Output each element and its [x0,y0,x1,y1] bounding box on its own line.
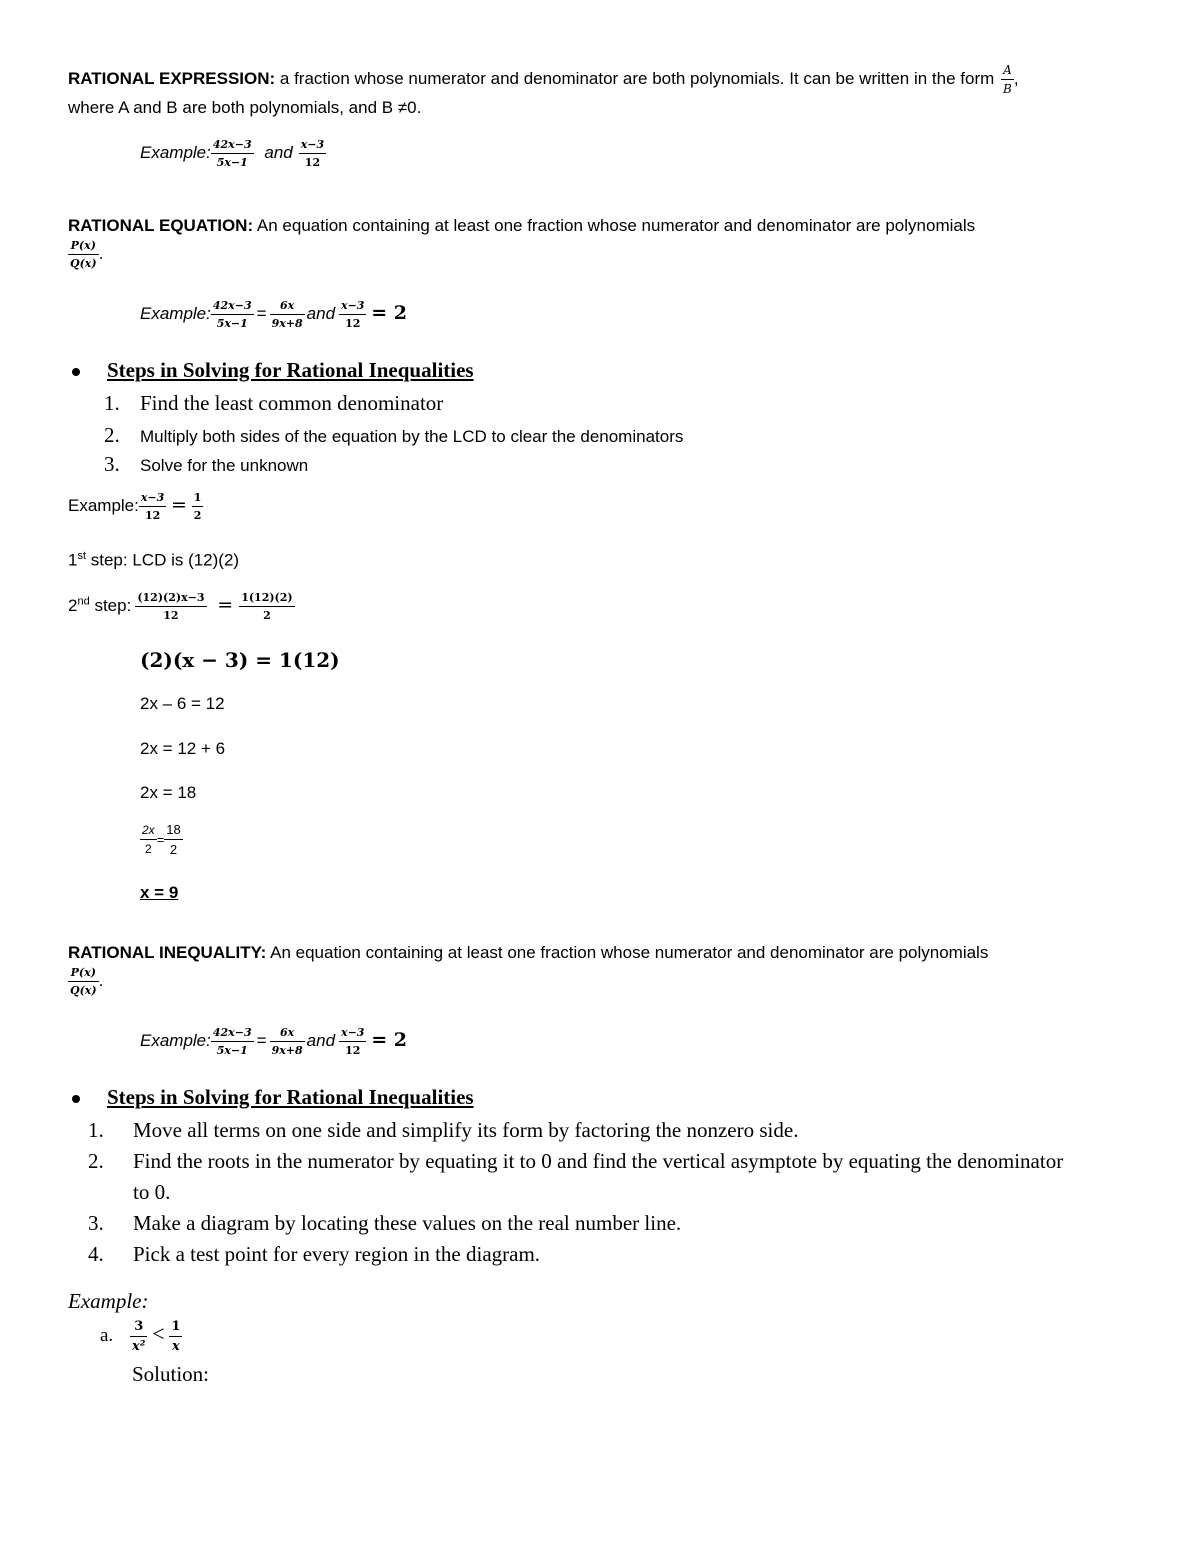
worked-line-e: $\frac{2x}{2}$ = $\frac{18}{2}$ [142,822,181,857]
fraction: $\frac{42x-3}{5x-1}$ [212,1026,252,1057]
steps1-item-3: 3. Solve for the unknown [104,452,309,476]
fraction-p-over-q: $\frac{P(x)}{Q(x)}$ [70,966,97,997]
term-rational-expression: RATIONAL EXPRESSION: [68,68,276,88]
rational-expression-definition: RATIONAL EXPRESSION: a fraction whose numerator and denominator are both polynomials. It can be written in the form $\frac{A}{B}$ , [68,63,1019,96]
worked-step2: 2nd step: $\frac{(12)(2)x-3}{12}$ = $\frac{1(12)(2)}{2}$ [68,591,293,622]
worked-answer: x = 9 [140,883,179,902]
rational-expression-line2: where A and B are both polynomials, and B ≠0. [68,98,422,117]
fraction: $\frac{42x-3}{5x-1}$ [212,299,252,330]
fraction: $\frac{2x}{2}$ [142,823,155,856]
rational-inequality-example: Example: $\frac{42x-3}{5x-1}$ = $\frac{6x}{9x+8}$ and $\frac{x-3}{12}$ = 2 [140,1026,407,1057]
fraction: $\frac{6x}{9x+8}$ [271,1026,303,1057]
steps2-heading: Steps in Solving for Rational Inequalities [72,1085,474,1110]
bullet-icon [72,368,80,376]
worked-step1: 1st step: LCD is (12)(2) [68,550,240,570]
worked-line-b: 2x – 6 = 12 [140,694,225,713]
steps1-heading: Steps in Solving for Rational Inequalities [72,358,474,383]
rational-equation-pq: $\frac{P(x)}{Q(x)}$ . [70,239,104,270]
steps2-item-1: 1. Move all terms on one side and simplify its form by factoring the nonzero side. [88,1118,799,1142]
term-rational-inequality: RATIONAL INEQUALITY: [68,943,267,962]
steps2-item-2: 2. Find the roots in the numerator by equating it to 0 and find the vertical asymptote by equating the denominator [88,1149,1064,1173]
steps2-item-2-cont: to 0. [133,1180,171,1204]
worked-line-c: 2x = 12 + 6 [140,739,226,758]
steps1-item-2: 2. Multiply both sides of the equation by the LCD to clear the denominators [104,423,684,447]
final-solution-label: Solution: [132,1362,210,1386]
steps2-item-4: 4. Pick a test point for every region in the diagram. [88,1242,541,1266]
fraction: $\frac{1}{x}$ [171,1319,181,1354]
worked-line-a: (2)(x − 3) = 1(12) [140,648,340,672]
fraction-p-over-q: $\frac{P(x)}{Q(x)}$ [70,239,97,270]
fraction: $\frac{3}{\text{x²}}$ [132,1319,146,1354]
fraction: $\frac{6x}{9x+8}$ [271,299,303,330]
worked-example: Example: $\frac{x-3}{12}$ = $\frac{1}{2}$ [68,491,202,522]
rational-expression-example: Example: $\frac{42x-3}{5x-1}$ and $\frac{x-3}{12}$ [140,138,325,169]
steps2-item-3: 3. Make a diagram by locating these values on the real number line. [88,1211,682,1235]
fraction: $\frac{(12)(2)x-3}{12}$ [137,591,205,622]
rational-equation-example: Example: $\frac{42x-3}{5x-1}$ = $\frac{6x}{9x+8}$ and $\frac{x-3}{12}$ = 2 [140,299,407,330]
fraction: $\frac{x-3}{12}$ [341,1026,365,1057]
steps1-item-1: 1. Find the least common denominator [104,391,444,415]
fraction-a-over-b: $\frac{A}{B}$ [1003,63,1012,96]
fraction: $\frac{x-3}{12}$ [300,138,325,169]
fraction: $\frac{1(12)(2)}{2}$ [241,591,293,622]
rational-equation-definition: RATIONAL EQUATION: An equation containing at least one fraction whose numerator and denominator are polynomials [68,216,976,235]
rational-inequality-definition: RATIONAL INEQUALITY: An equation containing at least one fraction whose numerator and denominator are polynomials [68,943,989,962]
rational-inequality-pq: $\frac{P(x)}{Q(x)}$ . [70,966,104,997]
fraction: $\frac{x-3}{12}$ [140,491,165,522]
final-example-label: Example: [68,1289,149,1313]
bullet-icon [72,1095,80,1103]
fraction: $\frac{18}{2}$ [166,822,181,857]
worked-line-d: 2x = 18 [140,783,197,802]
fraction: $\frac{x-3}{12}$ [341,299,365,330]
final-example-item-a: a. $\frac{3}{\text{x²}}$ < $\frac{1}{x}$ [100,1319,181,1354]
fraction: $\frac{1}{2}$ [193,491,202,522]
fraction: $\frac{42x-3}{5x-1}$ [212,138,252,169]
term-rational-equation: RATIONAL EQUATION: [68,216,254,235]
